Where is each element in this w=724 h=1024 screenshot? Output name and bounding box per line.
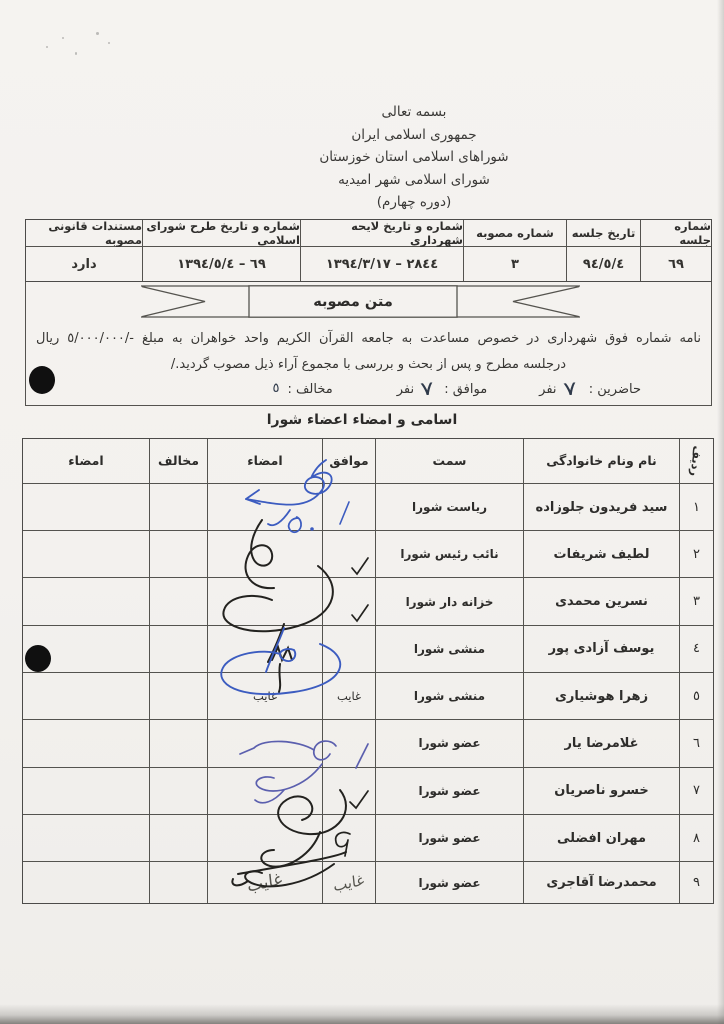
legal-docs-value: دارد — [71, 256, 97, 272]
oppose-label: مخالف : — [287, 381, 333, 397]
agree-cell-absent-handwritten — [322, 862, 375, 903]
col-legal-docs — [26, 220, 142, 281]
scan-speck — [62, 37, 64, 39]
bill-number-date-value: ٢٨٤٤ – ١٣٩٤/٣/١٧ — [325, 256, 439, 272]
signature-cell — [207, 626, 322, 672]
member-position: منشی شورا — [375, 626, 523, 672]
col-plan-number-date — [142, 220, 300, 281]
member-name: لطیف شریفات — [523, 531, 679, 577]
agree-label: موافق : — [444, 381, 488, 397]
member-name: خسرو ناصریان — [523, 768, 679, 814]
attendance-line — [82, 378, 641, 400]
bill-number-date-label: شماره و تاریخ لایحه شهرداری — [301, 220, 463, 247]
member-position: عضو شورا — [375, 720, 523, 766]
members-table-title: اسامی و امضاء اعضاء شورا — [266, 412, 458, 428]
member-position: عضو شورا — [375, 862, 523, 903]
signature-cell — [207, 768, 322, 814]
oppose-cell — [149, 626, 207, 672]
signature-cell — [207, 531, 322, 577]
oppose-signature-cell — [23, 673, 149, 719]
agree-cell — [322, 484, 375, 530]
oppose-signature-cell — [23, 578, 149, 624]
signature-cell-absent-handwritten — [207, 862, 322, 903]
oppose-signature-cell — [23, 484, 149, 530]
row-number: ٣ — [679, 578, 713, 624]
member-row-3 — [23, 578, 713, 625]
header-oppose: مخالف — [149, 439, 207, 483]
signature-cell — [207, 484, 322, 530]
present-label: حاضرین : — [588, 381, 641, 397]
letterhead-line-province: شوراهای اسلامی استان خوزستان — [319, 149, 509, 166]
header-name: نام ونام خانوادگی — [523, 439, 679, 483]
agree-unit: نفر — [396, 381, 415, 397]
col-bill-number-date — [300, 220, 463, 281]
member-position: منشی شورا — [375, 673, 523, 719]
session-number-value: ٦٩ — [668, 256, 684, 272]
members-table-header — [23, 439, 713, 484]
plan-number-date-label: شماره و تاریخ طرح شورای اسلامی — [143, 220, 300, 247]
member-row-2 — [23, 531, 713, 578]
handwritten-absent: غایب — [332, 870, 366, 895]
resolution-number-value: ٣ — [511, 256, 519, 272]
oppose-cell — [149, 768, 207, 814]
oppose-signature-cell — [23, 531, 149, 577]
member-name: محمدرضا آقاجری — [523, 862, 679, 903]
header-signature-2: امضاء — [68, 453, 104, 469]
oppose-cell — [149, 673, 207, 719]
oppose-cell — [149, 815, 207, 861]
resolution-banner — [139, 285, 582, 318]
resolution-line-2: درجلسه مطرح و پس از بحث و بررسی با مجموع آراء ذیل مصوب گردید./ — [170, 357, 567, 372]
letterhead-line-besmeh: بسمه تعالی — [381, 104, 447, 120]
present-unit: نفر — [539, 381, 557, 397]
oppose-cell — [149, 862, 207, 903]
banner-title: متن مصوبه — [313, 293, 393, 310]
row-number: ٥ — [679, 673, 713, 719]
col-session-number — [640, 220, 711, 281]
signature-cell — [207, 815, 322, 861]
punch-hole-mark — [29, 366, 55, 394]
header-position: سمت — [375, 439, 523, 483]
member-name: زهرا هوشیاری — [523, 673, 679, 719]
resolution-paragraph — [36, 326, 701, 377]
agree-cell-absent: غایب — [322, 673, 375, 719]
member-position: خزانه دار شورا — [375, 578, 523, 624]
header-agree: موافق — [322, 439, 375, 483]
agree-cell — [322, 815, 375, 861]
oppose-cell — [149, 484, 207, 530]
agree-cell — [322, 578, 375, 624]
member-name: مهران افضلی — [523, 815, 679, 861]
letterhead-line-term: (دوره چهارم) — [376, 194, 452, 211]
session-date-label: تاریخ جلسه — [567, 220, 640, 247]
oppose-signature-cell — [23, 862, 149, 903]
member-row-4 — [23, 626, 713, 673]
signature-cell — [207, 720, 322, 766]
row-number: ٦ — [679, 720, 713, 766]
header-row-number-label: ردیف — [688, 445, 705, 477]
resolution-number-label: شماره مصوبه — [464, 220, 566, 247]
letterhead — [240, 101, 588, 214]
member-position: عضو شورا — [375, 815, 523, 861]
handwritten-absent: غایب — [246, 868, 284, 897]
scan-speck — [108, 42, 110, 44]
members-table — [22, 438, 714, 904]
member-row-5 — [23, 673, 713, 720]
session-info-table — [25, 219, 712, 282]
member-row-7 — [23, 768, 713, 815]
scan-speck — [75, 52, 77, 55]
letterhead-line-republic: جمهوری اسلامی ایران — [351, 126, 477, 143]
member-position: ریاست شورا — [375, 484, 523, 530]
resolution-box — [25, 282, 712, 406]
member-name: یوسف آزادی پور — [523, 626, 679, 672]
signature-cell-absent: غایب — [207, 673, 322, 719]
session-date-value: ٩٤/٥/٤ — [582, 256, 625, 272]
row-number: ٧ — [679, 768, 713, 814]
oppose-cell — [149, 531, 207, 577]
agree-cell — [322, 531, 375, 577]
plan-number-date-value: ٦٩ – ١٣٩٤/٥/٤ — [177, 256, 266, 272]
oppose-signature-cell — [23, 768, 149, 814]
header-row-number — [679, 439, 713, 483]
row-number: ١ — [679, 484, 713, 530]
member-name: سید فریدون جلوزاده — [523, 484, 679, 530]
agree-count-handwritten: ٧ — [419, 377, 435, 401]
header-signature: امضاء — [207, 439, 322, 483]
member-position: عضو شورا — [375, 768, 523, 814]
agree-cell — [322, 626, 375, 672]
member-row-1 — [23, 484, 713, 531]
member-row-8 — [23, 815, 713, 862]
oppose-signature-cell — [23, 720, 149, 766]
member-name: نسرین محمدی — [523, 578, 679, 624]
resolution-line-1: نامه شماره فوق شهرداری در خصوص مساعدت به جامعه القرآن الکریم واحد خواهران به مبلغ -/٥/٠٠٠/٠٠٠ ریال — [36, 331, 701, 346]
oppose-cell — [149, 720, 207, 766]
row-number: ٨ — [679, 815, 713, 861]
scan-speck — [96, 32, 99, 35]
member-name: غلامرضا یار — [523, 720, 679, 766]
row-number: ٢ — [679, 531, 713, 577]
present-count-handwritten: ٧ — [561, 377, 578, 401]
letterhead-line-city: شورای اسلامی شهر امیدیه — [338, 171, 490, 188]
member-row-9 — [23, 862, 713, 903]
signature-cell — [207, 578, 322, 624]
oppose-signature-cell — [23, 626, 149, 672]
oppose-cell — [149, 578, 207, 624]
agree-cell — [322, 720, 375, 766]
row-number: ٤ — [679, 626, 713, 672]
oppose-count-handwritten: ٥ — [272, 380, 280, 396]
member-position: نائب رئیس شورا — [375, 531, 523, 577]
row-number: ٩ — [679, 862, 713, 903]
legal-docs-label: مستندات قانونی مصوبه — [26, 220, 142, 247]
scan-speck — [46, 46, 48, 48]
session-number-label: شماره جلسه — [641, 220, 711, 247]
col-session-date — [566, 220, 640, 281]
col-resolution-number — [463, 220, 566, 281]
member-row-6 — [23, 720, 713, 767]
scan-edge-shadow-right — [717, 0, 724, 1024]
agree-cell — [322, 768, 375, 814]
scan-edge-shadow-bottom — [0, 1004, 724, 1024]
oppose-signature-cell — [23, 815, 149, 861]
